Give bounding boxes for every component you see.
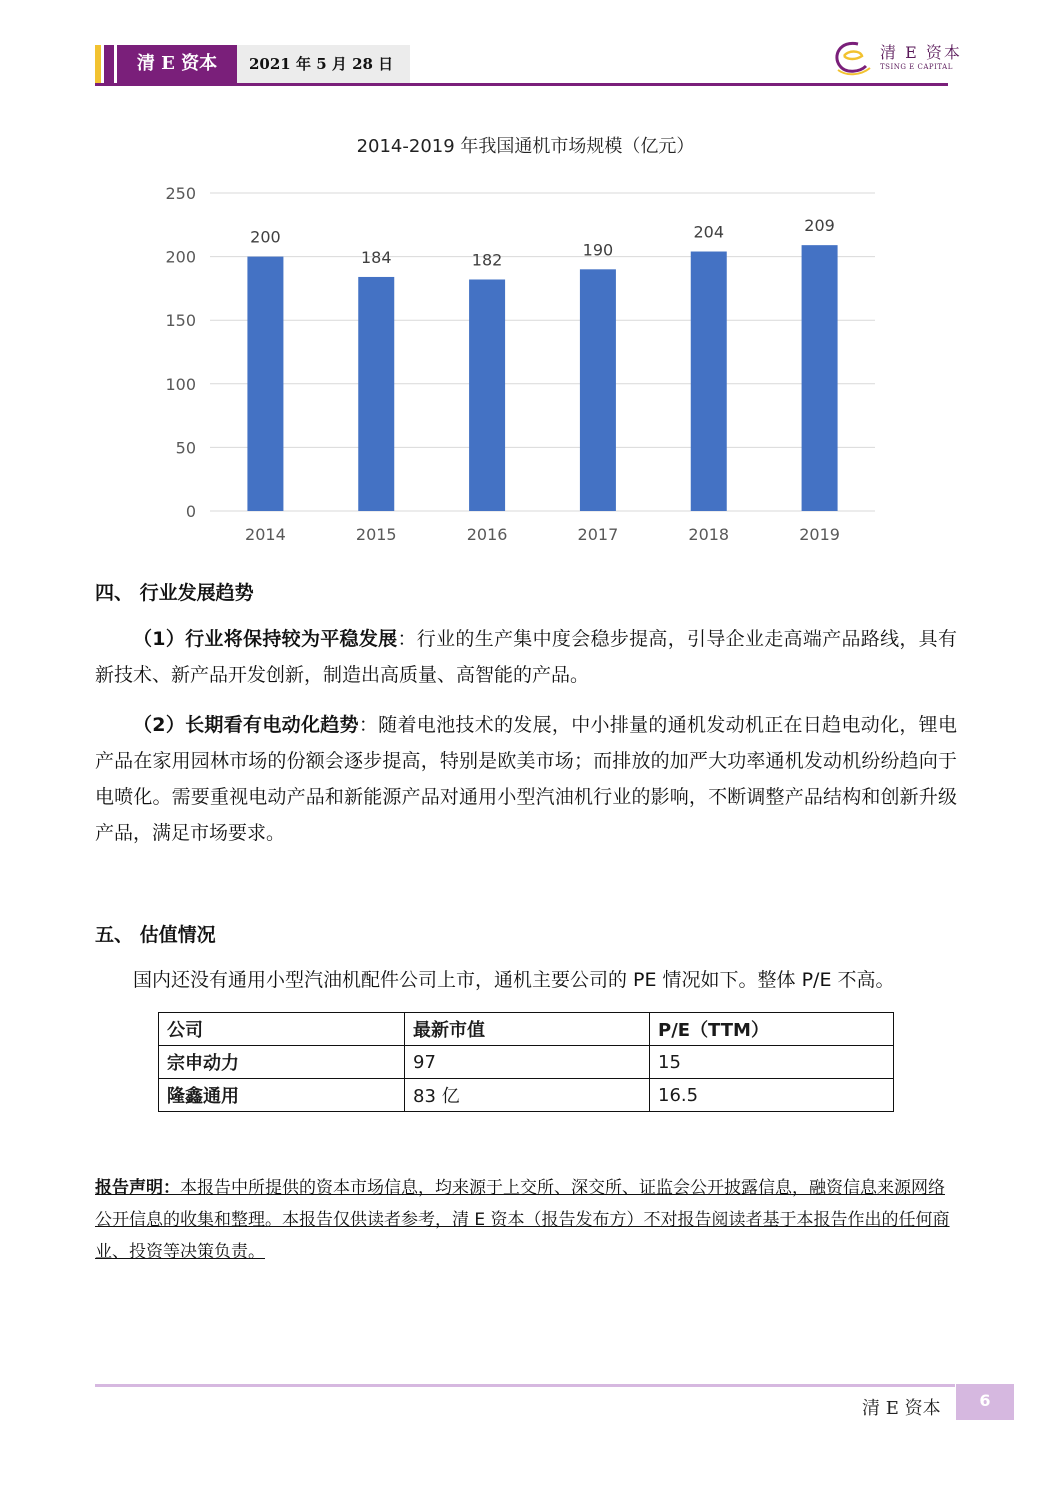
y-tick-label: 150 [165,311,196,331]
bar [802,245,838,511]
table-cell-market-value: 97 [405,1046,650,1079]
header-accent-yellow [95,45,101,83]
y-tick-label: 200 [165,247,196,267]
header-rule [95,83,948,86]
bar [580,269,616,511]
y-tick-label: 50 [175,438,196,458]
bar [358,277,394,511]
data-label: 204 [693,222,725,242]
y-tick-label: 0 [185,502,196,521]
y-tick-label: 250 [165,184,196,203]
bar [691,252,727,511]
table-row [159,1079,894,1112]
section-heading-trends: 四、 行业发展趋势 [95,582,254,604]
table-header-cell: P/E（TTM） [650,1013,894,1046]
table-cell-market-value: 83 亿 [405,1079,650,1112]
disclaimer-label: 报告声明： [95,1178,180,1198]
trend-paragraph-2 [95,707,957,851]
table-header-cell: 公司 [159,1013,405,1046]
disclaimer-text: 本报告中所提供的资本市场信息，均来源于上交所、深交所、证监会公开披露信息，融资信息来源网络公开信息的收集和整理。本报告仅供读者参考，清 E 资本（报告发布方）不对报告阅读者基于本报告作出的任何商业、投资等决策负责。 [95,1178,950,1262]
data-label: 184 [360,247,392,267]
chart-title: 2014-2019 年我国通机市场规模（亿元） [356,136,695,157]
x-tick-label: 2015 [355,525,397,544]
x-tick-label: 2017 [577,525,619,544]
footer-rule [95,1384,955,1387]
valuation-intro: 国内还没有通用小型汽油机配件公司上市，通机主要公司的 PE 情况如下。整体 P/E 不高。 [133,969,895,991]
table-cell-company: 宗申动力 [159,1046,405,1079]
logo-text-en: TSING E CAPITAL [880,63,953,71]
table-header-cell: 最新市值 [405,1013,650,1046]
table-cell-pe: 15 [650,1046,894,1079]
table-header-row [159,1013,894,1046]
x-tick-label: 2016 [466,525,508,544]
trend-2-title: （2）长期看有电动化趋势 [133,714,359,736]
header-date: 2021 年 5 月 28 日 [237,45,410,83]
section-heading-valuation: 五、 估值情况 [95,924,216,946]
table-cell-pe: 16.5 [650,1079,894,1112]
bar [469,279,505,511]
market-size-bar-chart [150,175,890,555]
x-tick-label: 2019 [799,525,840,544]
trend-1-title: （1）行业将保持较为平稳发展 [133,628,398,650]
data-label: 190 [582,240,614,260]
data-label: 200 [250,227,281,247]
trend-1-text: ：行业的生产集中度会稳步提高，引导企业走高端产品路线，具有新技术、新产品开发创新，制造出高质量、高智能的产品。 [95,628,957,686]
table-cell-company: 隆鑫通用 [159,1079,405,1112]
x-tick-label: 2018 [688,525,730,544]
header-accent-purple [104,45,114,83]
footer-brand: 清 E 资本 [862,1398,941,1419]
trend-paragraph-1 [95,621,957,693]
data-label: 182 [471,250,503,270]
trend-2-text: ：随着电池技术的发展，中小排量的通机发动机正在日趋电动化，锂电产品在家用园林市场的份额会逐步提高，特别是欧美市场；而排放的加严大功率通机发动机纷纷趋向于电喷化。需要重视电动产品和新能源产品对通用小型汽油机行业的影响，不断调整产品结构和创新升级产品，满足市场要求。 [95,714,957,844]
table-row [159,1046,894,1079]
page-number: 6 [956,1384,1014,1420]
y-tick-label: 100 [165,374,196,394]
x-tick-label: 2014 [245,525,286,544]
report-disclaimer [95,1172,957,1268]
data-label: 209 [804,216,835,236]
header-brand: 清 E 资本 [117,45,237,83]
bar [247,257,283,511]
pe-table [158,1012,894,1112]
logo-text-cn: 清 E 资本 [880,43,962,62]
